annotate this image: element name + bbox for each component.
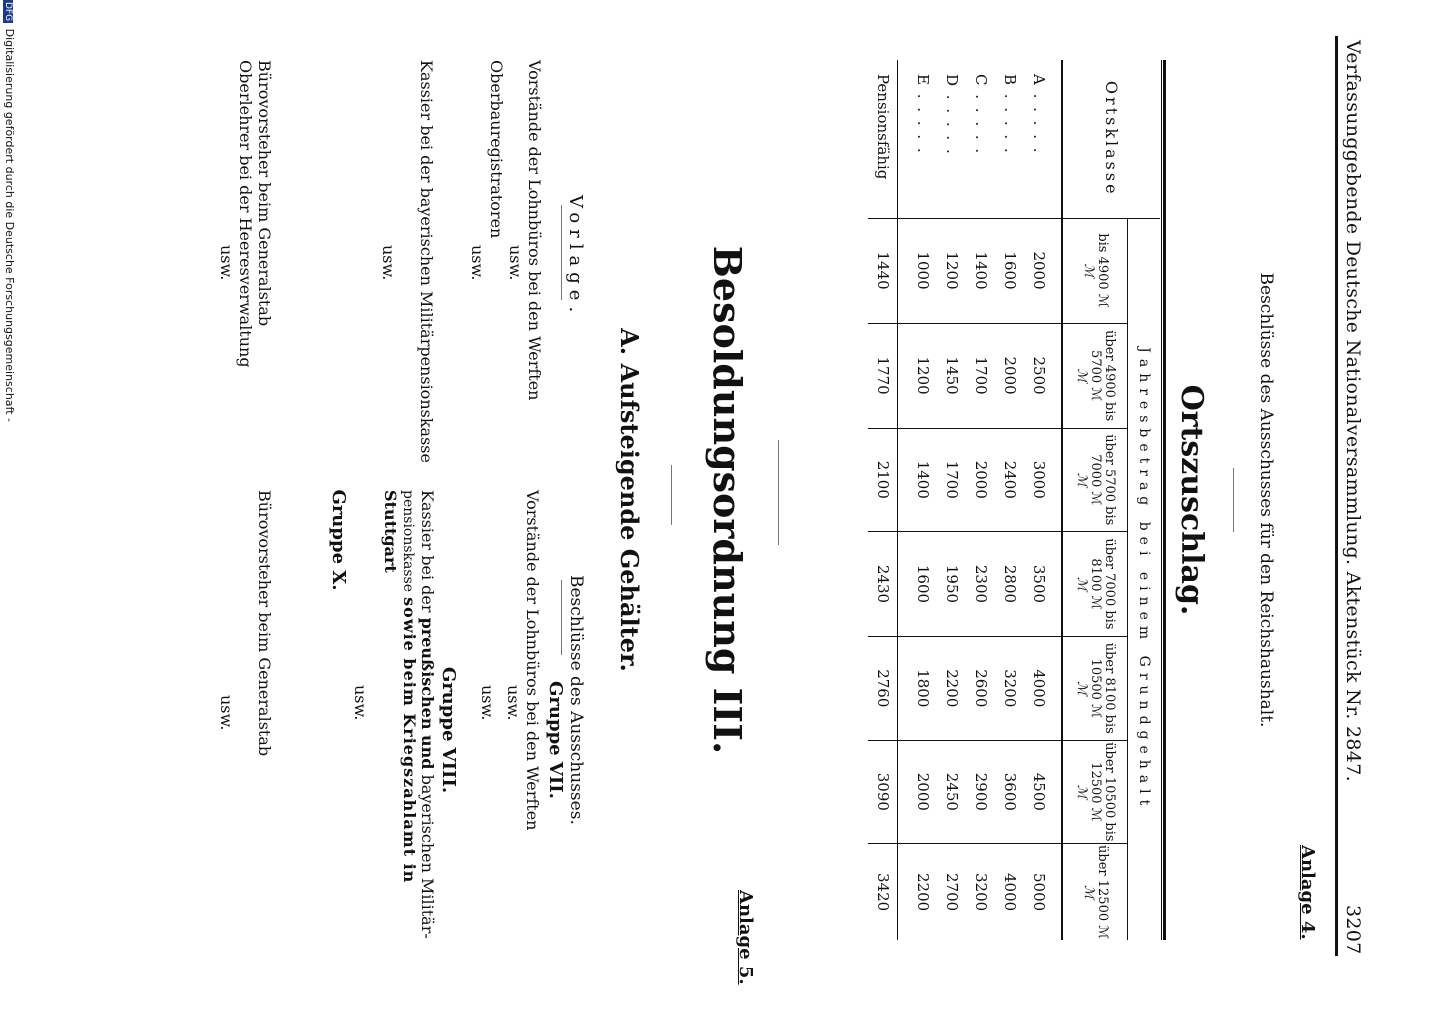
anlage4-subtitle: Beschlüsse des Ausschusses für den Reichshaushalt.	[1256, 272, 1276, 728]
pension-cell: 2430	[868, 531, 898, 636]
left-text-line: usw.	[506, 245, 525, 281]
pension-cell: 2100	[868, 428, 898, 531]
column-range: über 5700 bis 7000 ℳ	[1088, 434, 1118, 526]
value-column	[898, 428, 1062, 531]
page-number: 3207	[1342, 905, 1364, 955]
right-text-line: usw.	[478, 685, 497, 721]
cell: 2000	[1030, 251, 1048, 290]
left-text-line: Kassier bei der bayerischen Militärpensionskasse	[417, 60, 436, 463]
column-header	[1062, 637, 1128, 741]
cell: 4000	[1030, 669, 1048, 708]
left-text-line: Oberlehrer bei der Heeresverwaltung	[236, 60, 255, 368]
left-column-group-x	[217, 60, 274, 480]
table-top-rule	[1163, 60, 1166, 940]
value-column	[898, 740, 1062, 844]
cell: 2000	[914, 772, 932, 811]
right-text-line: usw.	[217, 695, 236, 731]
right-text-line-bold: Stuttgart	[381, 490, 400, 573]
column-unit: ℳ	[1081, 885, 1097, 900]
row-label: C . . . . .	[972, 74, 990, 156]
column-range: über 7000 bis 8100 ℳ	[1088, 538, 1118, 630]
right-text-line	[399, 490, 418, 990]
column-range: über 10500 bis 12500 ℳ	[1088, 742, 1118, 842]
separator-rule	[778, 440, 779, 545]
cell: 2800	[1001, 564, 1019, 604]
right-text-run: bayerischen Militär-	[418, 774, 437, 939]
column-header	[1062, 428, 1128, 531]
right-text-line: Vorstände der Lohnbüros bei den Werften	[523, 490, 542, 831]
ortszuschlag-table	[868, 60, 1160, 940]
column-header	[1062, 218, 1128, 323]
cell: 1400	[972, 251, 990, 290]
cell: 1450	[943, 356, 961, 395]
cell: 2300	[972, 564, 990, 604]
anlage5-title: Besoldungsordnung III.	[705, 245, 750, 755]
column-unit: ℳ	[1074, 472, 1090, 487]
header-rule	[1335, 36, 1338, 956]
column-header	[1062, 323, 1128, 428]
column-range: über 8100 bis 10500 ℳ	[1088, 642, 1118, 734]
cell: 1700	[972, 356, 990, 395]
cell: 1800	[914, 669, 932, 708]
left-column-group-vii	[468, 60, 544, 480]
cell: 1600	[914, 564, 932, 604]
cell: 1950	[943, 564, 961, 604]
row-label: A . . . . .	[1030, 74, 1048, 155]
cell: 1600	[1001, 251, 1019, 290]
group-vii-heading: Gruppe VII.	[545, 681, 566, 799]
pension-cell: 2760	[868, 637, 898, 741]
cell: 2400	[1001, 460, 1019, 499]
column-header	[1062, 740, 1128, 844]
left-text-line: Oberbauregistratoren	[487, 60, 506, 239]
column-unit: ℳ	[1074, 368, 1090, 383]
value-column	[898, 218, 1062, 323]
row-label: E . . . . .	[914, 74, 932, 155]
cell: 1000	[914, 251, 932, 290]
left-text-line: usw.	[217, 245, 236, 281]
column-range: über 4900 bis 5700 ℳ	[1088, 330, 1118, 422]
cell: 1200	[943, 251, 961, 290]
table-group-header: Jahresbetrag bei einem Grundgehalt	[1128, 218, 1160, 940]
cell: 2500	[1030, 356, 1048, 395]
ornament-rule	[1233, 468, 1234, 532]
right-column-group-vii	[478, 490, 542, 990]
cell: 2200	[914, 872, 932, 912]
cell: 4500	[1030, 772, 1048, 811]
left-text-line: usw.	[468, 245, 487, 281]
right-text-line: usw.	[504, 685, 523, 721]
table-corner-header: Ortsklasse	[1062, 60, 1160, 218]
right-heading: Beschlüsse des Ausschusses.	[566, 575, 586, 825]
cell: 2200	[943, 669, 961, 708]
anlage4-title: Ortszuschlag.	[1174, 384, 1209, 616]
cell: 5000	[1030, 872, 1048, 912]
row-labels	[898, 60, 1062, 218]
cell: 2450	[943, 772, 961, 811]
right-column-group-viii	[351, 490, 436, 990]
column-unit: ℳ	[1081, 263, 1097, 278]
running-title: Verfassunggebende Deutsche Nationalversammlung. Aktenstück Nr. 2847.	[1342, 40, 1364, 782]
column-unit: ℳ	[1074, 784, 1090, 799]
pension-label: Pensionsfähig	[868, 60, 898, 218]
row-label: D . . . . .	[943, 74, 961, 156]
right-text-run-bold: preußischen und	[418, 617, 437, 770]
column-range: bis 4900 ℳ	[1095, 233, 1111, 308]
left-column-group-viii	[379, 60, 436, 480]
cell: 1400	[914, 460, 932, 499]
value-column	[898, 531, 1062, 636]
cell: 2900	[972, 772, 990, 811]
credit-text: Digitalisierung gefördert durch die Deutsche Forschungsgemeinschaft -	[3, 28, 16, 422]
group-x-heading: Gruppe X.	[328, 489, 349, 591]
value-column	[898, 844, 1062, 940]
left-text-line: Bürovorsteher beim Generalstab	[255, 60, 274, 327]
cell: 2600	[972, 669, 990, 708]
cell: 2000	[1001, 356, 1019, 395]
cell: 3000	[1030, 460, 1048, 499]
pension-cell: 3420	[868, 844, 898, 940]
right-column-group-x	[217, 490, 274, 990]
column-unit: ℳ	[1074, 681, 1090, 696]
table-top-rule-thin	[1161, 60, 1162, 940]
cell: 1700	[943, 460, 961, 499]
right-text-line	[418, 490, 436, 990]
ornament-rule	[671, 465, 672, 525]
cell: 3200	[972, 872, 990, 912]
right-text-run-bold: sowie beim Kriegszahlamt in	[400, 597, 419, 884]
pension-row	[868, 60, 898, 940]
left-text-line: usw.	[379, 245, 398, 281]
right-text-line: Bürovorsteher beim Generalstab	[255, 490, 274, 757]
column-header	[1062, 844, 1128, 940]
column-range: über 12500 ℳ	[1095, 845, 1111, 940]
value-column	[898, 637, 1062, 741]
cell: 2000	[972, 460, 990, 499]
dfg-logo: DFG	[3, 2, 13, 22]
column-unit: ℳ	[1074, 577, 1090, 591]
pension-cell: 3090	[868, 740, 898, 844]
column-header	[1062, 531, 1128, 636]
digitization-credit	[3, 0, 16, 1000]
value-column	[898, 323, 1062, 428]
group-viii-heading: Gruppe VIII.	[438, 666, 459, 794]
left-text-line: Vorstände der Lohnbüros bei den Werften	[525, 60, 544, 401]
table-body-row	[898, 60, 1062, 940]
cell: 3200	[1001, 669, 1019, 708]
cell: 3600	[1001, 772, 1019, 811]
anlage4-label: Anlage 4.	[1297, 845, 1318, 940]
cell: 4000	[1001, 872, 1019, 912]
right-text-line: usw.	[351, 685, 370, 721]
right-text-run: Kassier bei der	[418, 490, 437, 613]
left-heading-rule	[561, 205, 562, 300]
cell: 3500	[1030, 564, 1048, 604]
anlage5-label: Anlage 5.	[735, 890, 756, 985]
cell: 1200	[914, 356, 932, 395]
cell: 2700	[943, 872, 961, 912]
row-label: B . . . . .	[1001, 74, 1019, 155]
pension-cell: 1770	[868, 323, 898, 428]
section-title: A. Aufsteigende Gehälter.	[615, 328, 644, 672]
right-text-run: pensionskasse	[400, 490, 416, 593]
pension-cell: 1440	[868, 218, 898, 323]
left-heading: Vorlage.	[565, 195, 586, 319]
